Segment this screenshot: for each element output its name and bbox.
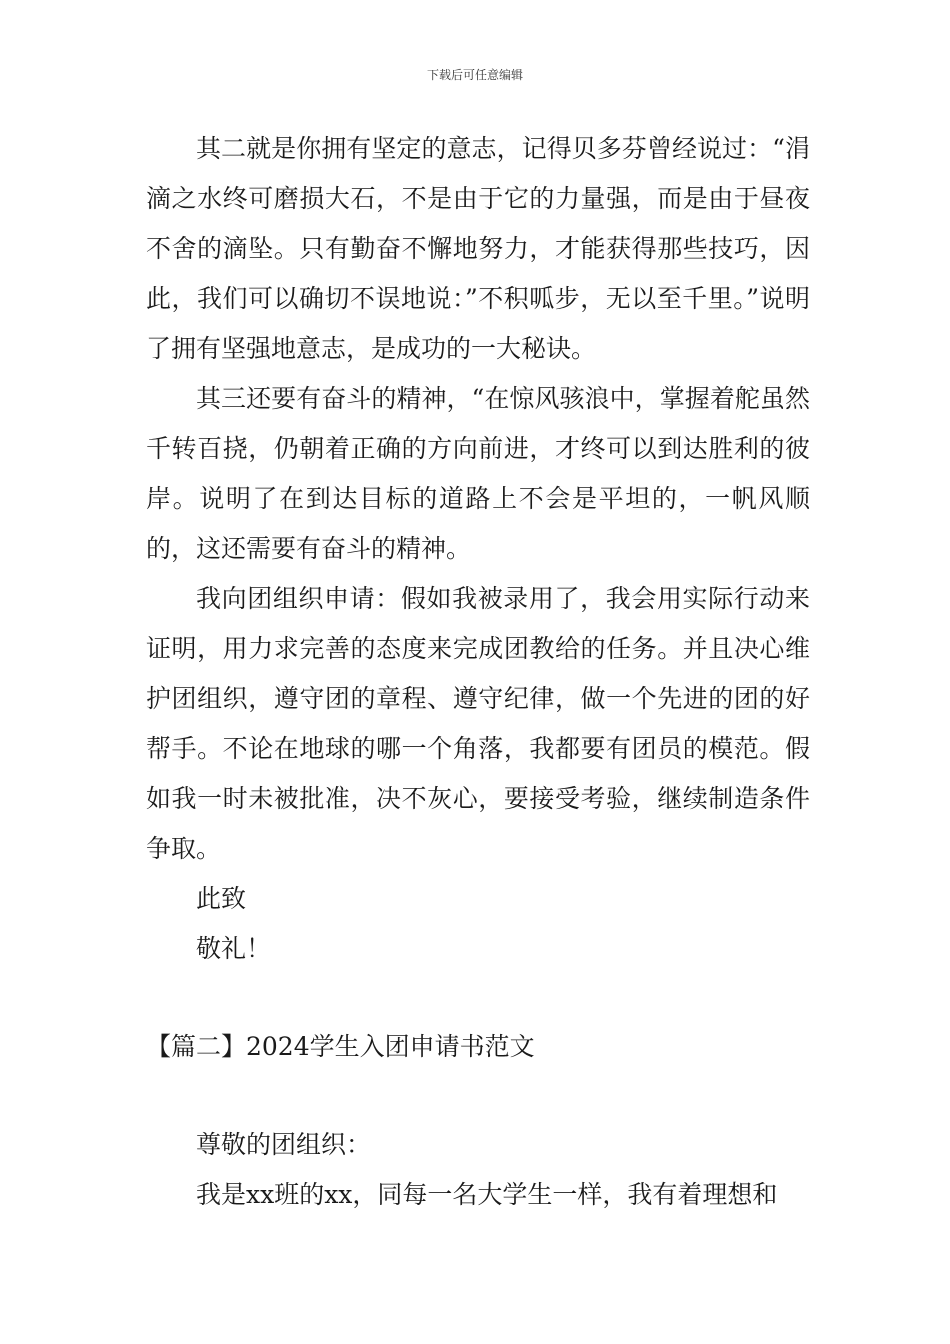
closing-greeting: 此致: [196, 884, 247, 913]
salutation: 尊敬的团组织：: [196, 1130, 372, 1159]
paragraph-introduction: 我是xx班的xx，同每一名大学生一样，我有着理想和: [196, 1180, 778, 1209]
header-note: 下载后可任意编辑: [426, 68, 523, 82]
paragraph-struggle: 其三还要有奋斗的精神，“在惊风骇浪中，掌握着舵虽然千转百挠，仍朝着正确的方向前进，才终可以到达胜利的彼岸。说明了在到达目标的道路上不会是平坦的，一帆风顺的，这还需要有奋斗的精神。: [146, 384, 810, 563]
document-body: [146, 124, 810, 1220]
section-title: 【篇二】2024学生入团申请书范文: [146, 1032, 535, 1061]
paragraph-willpower: 其二就是你拥有坚定的意志，记得贝多芬曾经说过：“涓滴之水终可磨损大石，不是由于它的力量强，而是由于昼夜不舍的滴坠。只有勤奋不懈地努力，才能获得那些技巧，因此，我们可以确切不误地说：”不积呱步，无以至千里。”说明了拥有坚强地意志，是成功的一大秘诀。: [146, 134, 810, 363]
paragraph-application: 我向团组织申请：假如我被录用了，我会用实际行动来证明，用力求完善的态度来完成团教给的任务。并且决心维护团组织，遵守团的章程、遵守纪律，做一个先进的团的好帮手。不论在地球的哪一个角落，我都要有团员的模范。假如我一时未被批准，决不灰心，要接受考验，继续制造条件争取。: [146, 584, 810, 863]
closing-salute: 敬礼！: [196, 934, 272, 963]
